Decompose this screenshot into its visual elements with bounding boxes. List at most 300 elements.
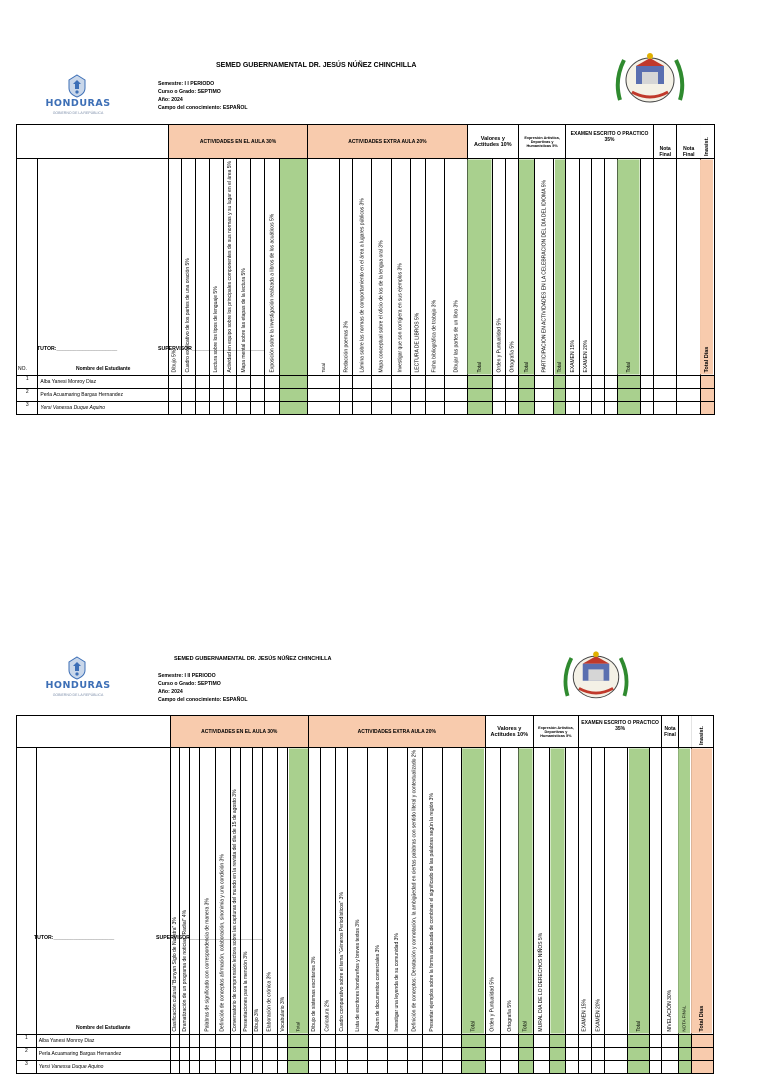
grade-cell[interactable] bbox=[462, 1047, 485, 1060]
row-number: 2 bbox=[17, 388, 38, 401]
grade-cell[interactable] bbox=[387, 1047, 407, 1060]
header-info bbox=[158, 80, 248, 112]
grade-cell[interactable] bbox=[565, 1060, 578, 1073]
grade-cell[interactable] bbox=[336, 1060, 348, 1073]
group-aula: ACTIVIDADES EN EL AULA 30% bbox=[170, 716, 308, 748]
grade-cell[interactable] bbox=[180, 1047, 190, 1060]
grade-cell[interactable] bbox=[422, 1060, 442, 1073]
grade-cell[interactable] bbox=[535, 401, 554, 414]
tutor-signature-line: TUTOR:_____________________ bbox=[37, 346, 118, 352]
grade-cell[interactable] bbox=[168, 375, 181, 388]
grade-cell[interactable] bbox=[170, 1047, 180, 1060]
student-name: Alba Yanesi Monroy Diaz bbox=[38, 375, 169, 388]
total-dias-header: Total Días bbox=[691, 748, 713, 1035]
grade-cell[interactable] bbox=[580, 388, 592, 401]
grade-cell[interactable] bbox=[190, 1060, 200, 1073]
valores-col: Orden y Puntualidad 5% bbox=[485, 748, 500, 1035]
grade-cell[interactable] bbox=[628, 1047, 650, 1060]
grade-cell[interactable] bbox=[237, 375, 251, 388]
grade-cell[interactable] bbox=[691, 1060, 713, 1073]
final-col bbox=[677, 159, 701, 376]
grade-cell[interactable] bbox=[336, 1047, 348, 1060]
aula-col bbox=[251, 159, 265, 376]
grade-cell[interactable] bbox=[662, 1060, 678, 1073]
grade-cell[interactable] bbox=[280, 375, 308, 388]
grade-cell[interactable] bbox=[340, 388, 353, 401]
grade-cell[interactable] bbox=[251, 388, 265, 401]
grade-cell[interactable] bbox=[308, 401, 340, 414]
honduras-logo bbox=[38, 74, 118, 122]
group-aula: ACTIVIDADES EN EL AULA 30% bbox=[168, 125, 307, 159]
group-valores: Valores y Actitudes 10% bbox=[467, 125, 518, 159]
grade-cell[interactable] bbox=[168, 388, 181, 401]
grade-cell[interactable] bbox=[200, 1034, 215, 1047]
examen-col: EXAMEN 15% bbox=[578, 748, 591, 1035]
grade-cell[interactable] bbox=[407, 1047, 422, 1060]
grade-cell[interactable] bbox=[617, 388, 641, 401]
aula-col: Palabras de significado con correspondencia de manera 3% bbox=[200, 748, 215, 1035]
logo-tagline: GOBIERNO DE LA REPÚBLICA bbox=[52, 111, 104, 115]
grade-cell[interactable] bbox=[237, 401, 251, 414]
grade-cell[interactable] bbox=[691, 1034, 713, 1047]
grade-cell[interactable] bbox=[230, 1060, 240, 1073]
examen-col bbox=[650, 748, 662, 1035]
grade-cell[interactable] bbox=[288, 1047, 309, 1060]
grade-cell[interactable] bbox=[237, 388, 251, 401]
row-number: 2 bbox=[17, 1047, 37, 1060]
grade-cell[interactable] bbox=[578, 1034, 591, 1047]
grade-cell[interactable] bbox=[262, 1034, 277, 1047]
field-label: Campo del conocimiento: ESPAÑOL bbox=[158, 105, 248, 111]
grade-cell[interactable] bbox=[190, 1034, 200, 1047]
grade-cell[interactable] bbox=[592, 1034, 605, 1047]
grade-cell[interactable] bbox=[223, 401, 237, 414]
grade-cell[interactable] bbox=[407, 1034, 422, 1047]
grade-cell[interactable] bbox=[180, 1060, 190, 1073]
grade-cell[interactable] bbox=[391, 388, 410, 401]
grade-cell[interactable] bbox=[195, 375, 209, 388]
grade-cell[interactable] bbox=[308, 1047, 320, 1060]
grade-cell[interactable] bbox=[387, 1034, 407, 1047]
grade-cell[interactable] bbox=[240, 1047, 252, 1060]
grade-cell[interactable] bbox=[407, 1060, 422, 1073]
grade-cell[interactable] bbox=[518, 1034, 533, 1047]
grade-cell[interactable] bbox=[410, 375, 425, 388]
grade-cell[interactable] bbox=[678, 1034, 691, 1047]
grade-cell[interactable] bbox=[252, 1047, 262, 1060]
grade-cell[interactable] bbox=[353, 375, 372, 388]
grade-cell[interactable] bbox=[580, 375, 592, 388]
total-dias-header: Total Días bbox=[700, 159, 714, 376]
grade-cell[interactable] bbox=[605, 1047, 628, 1060]
extra-col: Investigar una leyenda de su comunidad 3% bbox=[387, 748, 407, 1035]
grade-cell[interactable] bbox=[353, 401, 372, 414]
extra-col: Definición de conceptos: Denotación y connotación, la ambigüedad en ciertas palabras con sentido literal y contextualizado 2% bbox=[407, 748, 422, 1035]
grade-cell[interactable] bbox=[591, 388, 604, 401]
examen-col bbox=[591, 159, 604, 376]
grade-cell[interactable] bbox=[368, 1047, 388, 1060]
header-info bbox=[158, 672, 248, 704]
final-col: NOTA FINAL bbox=[678, 748, 691, 1035]
grade-cell[interactable] bbox=[442, 1034, 462, 1047]
grade-cell[interactable] bbox=[519, 388, 535, 401]
grade-cell[interactable] bbox=[592, 1060, 605, 1073]
group-inasist: Inasist. bbox=[700, 125, 714, 159]
grade-cell[interactable] bbox=[485, 1034, 500, 1047]
grade-cell[interactable] bbox=[391, 401, 410, 414]
grade-cell[interactable] bbox=[565, 1047, 578, 1060]
grade-cell[interactable] bbox=[605, 1060, 628, 1073]
grade-cell[interactable] bbox=[223, 388, 237, 401]
grade-cell[interactable] bbox=[278, 1047, 288, 1060]
grade-cell[interactable] bbox=[215, 1060, 230, 1073]
grade-cell[interactable] bbox=[550, 1034, 565, 1047]
grade-cell[interactable] bbox=[251, 375, 265, 388]
school-title: SEMED GUBERNAMENTAL DR. JESÚS NÚÑEZ CHINCHILLA bbox=[216, 62, 417, 69]
grades-table bbox=[16, 715, 714, 1074]
grade-cell[interactable] bbox=[650, 1047, 662, 1060]
final-col: NIVELACIÓN 30% bbox=[662, 748, 678, 1035]
grade-cell[interactable] bbox=[215, 1034, 230, 1047]
grade-cell[interactable] bbox=[467, 375, 493, 388]
grade-cell[interactable] bbox=[320, 1034, 335, 1047]
grade-cell[interactable] bbox=[348, 1060, 368, 1073]
grade-cell[interactable] bbox=[578, 1060, 591, 1073]
valores-col: Ortografía 5% bbox=[506, 159, 519, 376]
grade-cell[interactable] bbox=[604, 401, 617, 414]
extra-col: Mapa conceptual sobre el oficio de los de la lengua oral 3% bbox=[372, 159, 391, 376]
grade-cell[interactable] bbox=[578, 1047, 591, 1060]
grade-cell[interactable] bbox=[372, 375, 391, 388]
extra-col: Presentar ejemplos sobre la forma adecuada de combinar el significado de las palabras según la región 3% bbox=[422, 748, 442, 1035]
grade-cell[interactable] bbox=[641, 401, 654, 414]
grade-cell[interactable] bbox=[372, 388, 391, 401]
aula-col bbox=[195, 159, 209, 376]
grade-cell[interactable] bbox=[533, 1047, 549, 1060]
valores-col: Orden y Puntualidad 5% bbox=[493, 159, 506, 376]
grade-cell[interactable] bbox=[170, 1060, 180, 1073]
grade-cell[interactable] bbox=[493, 401, 506, 414]
grade-cell[interactable] bbox=[368, 1034, 388, 1047]
grade-cell[interactable] bbox=[252, 1060, 262, 1073]
grade-cell[interactable] bbox=[181, 401, 195, 414]
grade-cell[interactable] bbox=[215, 1047, 230, 1060]
group-expresion: Expresión Artística, Deportivas y Humanísticas 5% bbox=[519, 125, 566, 159]
final-col bbox=[653, 159, 677, 376]
grade-cell[interactable] bbox=[641, 388, 654, 401]
aula-total-header: Total bbox=[308, 159, 340, 376]
grade-cell[interactable] bbox=[288, 1034, 309, 1047]
student-row bbox=[17, 401, 715, 414]
grade-cell[interactable] bbox=[506, 375, 519, 388]
grade-cell[interactable] bbox=[422, 1047, 442, 1060]
grade-cell[interactable] bbox=[280, 388, 308, 401]
examen-col bbox=[605, 748, 628, 1035]
grade-cell[interactable] bbox=[252, 1034, 262, 1047]
grade-cell[interactable] bbox=[662, 1034, 678, 1047]
school-emblem-icon bbox=[612, 52, 688, 106]
grade-cell[interactable] bbox=[308, 1034, 320, 1047]
examen-col bbox=[641, 159, 654, 376]
grade-cell[interactable] bbox=[519, 401, 535, 414]
grade-cell[interactable] bbox=[387, 1060, 407, 1073]
grade-cell[interactable] bbox=[168, 401, 181, 414]
grade-cell[interactable] bbox=[391, 375, 410, 388]
grade-cell[interactable] bbox=[554, 401, 566, 414]
grade-cell[interactable] bbox=[425, 388, 444, 401]
semester-label: Semestre: I II PERIODO bbox=[158, 673, 216, 679]
grade-cell[interactable] bbox=[190, 1047, 200, 1060]
aula-col: Lectura sobre los tipos de lenguaje 5% bbox=[209, 159, 223, 376]
extra-col: Dibujar las partes de un libro 3% bbox=[445, 159, 468, 376]
grade-cell[interactable] bbox=[678, 1047, 691, 1060]
extra-col: Ficha bibliográfica de trabajo 3% bbox=[425, 159, 444, 376]
grade-cell[interactable] bbox=[278, 1034, 288, 1047]
grade-cell[interactable] bbox=[700, 375, 714, 388]
student-row bbox=[17, 375, 715, 388]
grade-cell[interactable] bbox=[467, 388, 493, 401]
grade-cell[interactable] bbox=[653, 388, 677, 401]
grade-cell[interactable] bbox=[506, 388, 519, 401]
grade-cell[interactable] bbox=[535, 388, 554, 401]
grade-cell[interactable] bbox=[518, 1060, 533, 1073]
grade-cell[interactable] bbox=[485, 1060, 500, 1073]
grade-cell[interactable] bbox=[653, 375, 677, 388]
grade-cell[interactable] bbox=[262, 1047, 277, 1060]
extra-col: Lista de escritores hondureños y breves textos 3% bbox=[348, 748, 368, 1035]
grade-label: Curso o Grado: SEPTIMO bbox=[158, 681, 221, 687]
grade-cell[interactable] bbox=[653, 401, 677, 414]
grade-cell[interactable] bbox=[677, 388, 701, 401]
grade-cell[interactable] bbox=[462, 1034, 485, 1047]
grade-cell[interactable] bbox=[230, 1034, 240, 1047]
grade-cell[interactable] bbox=[501, 1034, 519, 1047]
group-extra: ACTIVIDADES EXTRA AULA 20% bbox=[308, 716, 485, 748]
grade-cell[interactable] bbox=[580, 401, 592, 414]
logo-wordmark: HONDURAS bbox=[45, 680, 111, 691]
grade-cell[interactable] bbox=[617, 401, 641, 414]
grade-cell[interactable] bbox=[691, 1047, 713, 1060]
grade-cell[interactable] bbox=[493, 388, 506, 401]
honduras-crest-icon bbox=[66, 74, 88, 98]
valores-col: Ortografía 5% bbox=[501, 748, 519, 1035]
grade-cell[interactable] bbox=[445, 401, 468, 414]
column-header-row bbox=[17, 748, 714, 1035]
grade-cell[interactable] bbox=[180, 1034, 190, 1047]
grade-sheet-period-1 bbox=[0, 0, 768, 411]
row-number: 1 bbox=[17, 375, 38, 388]
grade-cell[interactable] bbox=[181, 388, 195, 401]
grade-cell[interactable] bbox=[209, 375, 223, 388]
grade-cell[interactable] bbox=[677, 401, 701, 414]
grade-cell[interactable] bbox=[410, 401, 425, 414]
grade-cell[interactable] bbox=[288, 1060, 309, 1073]
aula-col: Dramatización de un programa de noticias "Radial" 4% bbox=[180, 748, 190, 1035]
row-number: 3 bbox=[17, 401, 38, 414]
grade-cell[interactable] bbox=[641, 375, 654, 388]
grade-cell[interactable] bbox=[348, 1047, 368, 1060]
group-nota-final-2 bbox=[678, 716, 691, 748]
extra-col: Álbum de documentos comerciales 3% bbox=[368, 748, 388, 1035]
grade-cell[interactable] bbox=[425, 375, 444, 388]
aula-col: Exposición sobre la investigación realizada a libros de los acuáticos 5% bbox=[265, 159, 280, 376]
grade-cell[interactable] bbox=[650, 1060, 662, 1073]
grade-cell[interactable] bbox=[591, 375, 604, 388]
grade-cell[interactable] bbox=[700, 401, 714, 414]
extra-total-header: Total bbox=[462, 748, 485, 1035]
aula-col: Cuadro explicativo de los partes de una oración 5% bbox=[181, 159, 195, 376]
no-header bbox=[17, 748, 37, 1035]
grade-cell[interactable] bbox=[195, 388, 209, 401]
grade-cell[interactable] bbox=[265, 388, 280, 401]
grade-cell[interactable] bbox=[554, 388, 566, 401]
no-header: NO. bbox=[17, 159, 38, 376]
extra-col: Cuadro comparativo sobre el tema "Géneros Periodísticos" 3% bbox=[336, 748, 348, 1035]
grade-cell[interactable] bbox=[308, 1060, 320, 1073]
logo-wordmark: HONDURAS bbox=[45, 98, 111, 109]
grade-cell[interactable] bbox=[195, 401, 209, 414]
grade-cell[interactable] bbox=[209, 401, 223, 414]
grade-cell[interactable] bbox=[308, 375, 340, 388]
aula-col: Clasificación cultural "Bunyan Siglo de Nuestra" 3% bbox=[170, 748, 180, 1035]
grade-cell[interactable] bbox=[550, 1047, 565, 1060]
grade-cell[interactable] bbox=[240, 1060, 252, 1073]
student-name: Perla Acuamaring Bargas Hernandez bbox=[38, 388, 169, 401]
grade-cell[interactable] bbox=[565, 1034, 578, 1047]
valores-total-header: Total bbox=[518, 748, 533, 1035]
grade-cell[interactable] bbox=[410, 388, 425, 401]
grade-cell[interactable] bbox=[604, 375, 617, 388]
examen-col: EXAMEN 15% bbox=[566, 159, 580, 376]
grade-cell[interactable] bbox=[223, 375, 237, 388]
grade-cell[interactable] bbox=[554, 375, 566, 388]
grade-cell[interactable] bbox=[604, 388, 617, 401]
grade-cell[interactable] bbox=[209, 388, 223, 401]
grade-cell[interactable] bbox=[605, 1034, 628, 1047]
group-inasist: Inasist. bbox=[691, 716, 713, 748]
grade-cell[interactable] bbox=[550, 1060, 565, 1073]
grade-cell[interactable] bbox=[485, 1047, 500, 1060]
grade-cell[interactable] bbox=[320, 1060, 335, 1073]
grade-cell[interactable] bbox=[650, 1034, 662, 1047]
grade-cell[interactable] bbox=[262, 1060, 277, 1073]
grade-cell[interactable] bbox=[200, 1060, 215, 1073]
grade-cell[interactable] bbox=[628, 1060, 650, 1073]
extra-col: Dibujo de sistemas escritarios 3% bbox=[308, 748, 320, 1035]
valores-total-header: Total bbox=[519, 159, 535, 376]
blank-header bbox=[17, 125, 169, 159]
group-examen: EXAMEN ESCRITO O PRACTICO 35% bbox=[566, 125, 654, 159]
row-number: 1 bbox=[17, 1034, 37, 1047]
group-examen: EXAMEN ESCRITO O PRACTICO 35% bbox=[578, 716, 661, 748]
extra-col: LECTURA DE LIBROS 5% bbox=[410, 159, 425, 376]
grade-cell[interactable] bbox=[442, 1060, 462, 1073]
grade-cell[interactable] bbox=[628, 1034, 650, 1047]
grade-cell[interactable] bbox=[617, 375, 641, 388]
grade-cell[interactable] bbox=[200, 1047, 215, 1060]
year-label: Año: 2024 bbox=[158, 97, 183, 103]
extra-col bbox=[442, 748, 462, 1035]
grade-cell[interactable] bbox=[533, 1060, 549, 1073]
grade-cell[interactable] bbox=[445, 375, 468, 388]
grade-cell[interactable] bbox=[278, 1060, 288, 1073]
grade-cell[interactable] bbox=[677, 375, 701, 388]
grade-cell[interactable] bbox=[501, 1047, 519, 1060]
column-header-row bbox=[17, 159, 715, 376]
grade-cell[interactable] bbox=[181, 375, 195, 388]
grade-cell[interactable] bbox=[320, 1047, 335, 1060]
aula-col: Dibujo 3% bbox=[252, 748, 262, 1035]
grade-cell[interactable] bbox=[425, 401, 444, 414]
student-row bbox=[17, 1060, 714, 1073]
field-label: Campo del conocimiento: ESPAÑOL bbox=[158, 697, 248, 703]
grade-cell[interactable] bbox=[348, 1034, 368, 1047]
grade-cell[interactable] bbox=[678, 1060, 691, 1073]
grade-cell[interactable] bbox=[493, 375, 506, 388]
grade-cell[interactable] bbox=[353, 388, 372, 401]
grade-cell[interactable] bbox=[506, 401, 519, 414]
grade-cell[interactable] bbox=[467, 401, 493, 414]
grade-cell[interactable] bbox=[566, 388, 580, 401]
grade-cell[interactable] bbox=[265, 375, 280, 388]
grade-cell[interactable] bbox=[368, 1060, 388, 1073]
honduras-logo bbox=[38, 656, 118, 704]
grade-cell[interactable] bbox=[265, 401, 280, 414]
grade-cell[interactable] bbox=[340, 375, 353, 388]
grade-cell[interactable] bbox=[462, 1060, 485, 1073]
grade-cell[interactable] bbox=[240, 1034, 252, 1047]
grade-cell[interactable] bbox=[340, 401, 353, 414]
grade-cell[interactable] bbox=[592, 1047, 605, 1060]
grade-cell[interactable] bbox=[535, 375, 554, 388]
grade-cell[interactable] bbox=[566, 375, 580, 388]
grade-cell[interactable] bbox=[442, 1047, 462, 1060]
aula-col: Actividad en equipo sobre los principales componentes de sus normas y su lugar en el área 5% bbox=[223, 159, 237, 376]
grade-cell[interactable] bbox=[251, 401, 265, 414]
grade-cell[interactable] bbox=[662, 1047, 678, 1060]
grade-cell[interactable] bbox=[518, 1047, 533, 1060]
aula-total-header: Total bbox=[288, 748, 309, 1035]
grade-cell[interactable] bbox=[533, 1034, 549, 1047]
grade-cell[interactable] bbox=[280, 401, 308, 414]
grade-cell[interactable] bbox=[170, 1034, 180, 1047]
grade-cell[interactable] bbox=[566, 401, 580, 414]
student-row bbox=[17, 388, 715, 401]
year-label: Año: 2024 bbox=[158, 689, 183, 695]
grade-cell[interactable] bbox=[230, 1047, 240, 1060]
expresion-total-header: Total bbox=[554, 159, 566, 376]
grade-cell[interactable] bbox=[501, 1060, 519, 1073]
group-nota-final: Nota Final bbox=[653, 125, 677, 159]
grade-cell[interactable] bbox=[336, 1034, 348, 1047]
student-name: Yersi Vanessa Duque Aquino bbox=[38, 401, 169, 414]
grade-cell[interactable] bbox=[591, 401, 604, 414]
expresion-total-header bbox=[550, 748, 565, 1035]
supervisor-signature-line: SUPERVISOR_________________________ bbox=[156, 935, 263, 941]
grade-cell[interactable] bbox=[308, 388, 340, 401]
expresion-col: MURAL DIA DE LO DERECHOS NIÑOS 5% bbox=[533, 748, 549, 1035]
student-row bbox=[17, 1047, 714, 1060]
group-valores: Valores y Actitudes 10% bbox=[485, 716, 533, 748]
aula-col bbox=[190, 748, 200, 1035]
grade-cell[interactable] bbox=[519, 375, 535, 388]
grade-cell[interactable] bbox=[445, 388, 468, 401]
grade-cell[interactable] bbox=[372, 401, 391, 414]
logo-tagline: GOBIERNO DE LA REPÚBLICA bbox=[52, 693, 104, 697]
aula-col: Definición de conceptos afirmación, colaboración, sinonimia y una condición 3% bbox=[215, 748, 230, 1035]
grade-cell[interactable] bbox=[700, 388, 714, 401]
grade-cell[interactable] bbox=[422, 1034, 442, 1047]
